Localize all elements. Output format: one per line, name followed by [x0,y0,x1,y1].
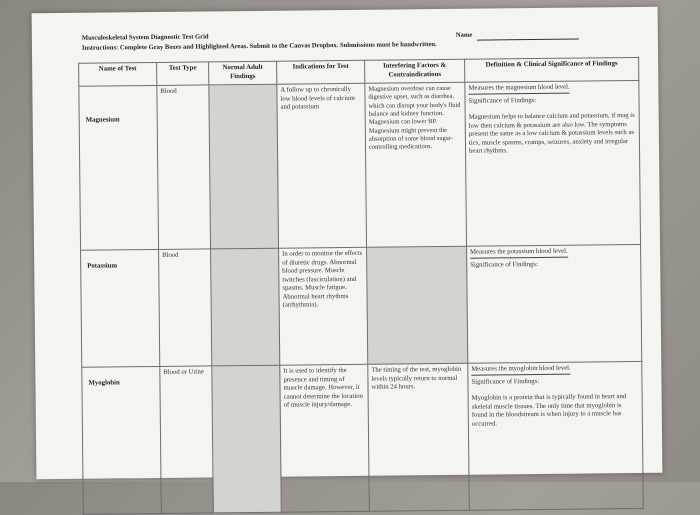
significance-label: Significance of Findings: [468,96,537,105]
significance-text: Magnesium helps to balance calcium and potassium, if mag is low then calcium & potassium are also low. The symptoms present the same as a low calcium & potassium levels such as tics, muscle spasms, cramps, seizures, anxiety and irregular heart rhythms. [468,112,635,156]
indications-cell: It is used to identify the presence and timing of muscle damage. However, it cannot determine the location of muscle injury/damage. [280,364,370,512]
header-normal-findings: Normal Adult Findings [209,61,277,85]
definition-cell [467,244,642,363]
significance-label: Significance of Findings: [470,260,538,269]
header-definition-significance: Definition & Clinical Significance of Findings [465,57,639,82]
test-type-cell: Blood or Urine [160,366,214,514]
interfering-factors-cell: The timing of the test, myoglobin levels typically return to normal within 24 hours. [368,363,470,511]
significance-label: Significance of Findings: [471,377,540,386]
diagnostic-test-grid [78,57,644,515]
test-name-cell: Potassium [81,249,160,367]
test-type-cell: Blood [159,249,212,367]
definition-text: Measures the potassium blood level. [470,248,568,259]
test-name-cell: Magnesium [79,85,159,250]
definition-cell [468,361,644,510]
header-name-of-test: Name of Test [79,62,157,86]
normal-findings-cell [212,365,282,513]
table-row [79,80,641,250]
header-test-type: Test Type [157,62,209,86]
definition-text: Measures the myoglobin blood level. [471,365,570,376]
significance-text: Myoglobin is a protein that is typically found in heart and skeletal muscle tissues. The only time that myoglobin is found in the bloodstream is when injury to a muscle has occurred. [471,393,627,428]
indications-cell: A follow up to chronically low blood levels of calcium and potassium [277,83,367,248]
header-indications: Indications for Test [277,60,365,84]
interfering-factors-cell: Magnesium overdose can cause digestive upset, such as diarrhea, which can disrupt your body's fluid balance and kidney function. Magnesium can lower BP. Magnesium might prevent the absorption of some blood sugar-controlling medications. [365,82,467,247]
name-blank-line [477,39,579,41]
header-interfering-factors: Interfering Factors & Contraindications [365,59,465,83]
normal-findings-cell [211,248,280,366]
table-row [81,244,642,367]
name-label: Name [455,31,473,39]
normal-findings-cell [209,84,279,249]
indications-cell: In order to monitor the effects of diuretic drugs. Abnormal blood pressure. Muscle twitches (fasciculation) and spasms. Muscle fatigue. Abnormal heart rhythms (arrhythmia). [279,247,368,365]
test-type-cell: Blood [157,85,211,250]
test-name-cell: Myoglobin [82,366,162,514]
table-row [82,361,644,514]
worksheet-title: Musculoskeletal System Diagnostic Test Grid [81,33,209,42]
definition-cell [465,80,641,246]
worksheet-instructions: Instructions: Complete Gray Boxes and Highlighted Areas. Submit to the Canvas Dropbox. Submissions must be handwritten. [81,41,437,52]
definition-text: Measures the magnesium blood level. [468,84,569,95]
worksheet-page [32,7,663,480]
interfering-factors-cell [367,246,468,364]
